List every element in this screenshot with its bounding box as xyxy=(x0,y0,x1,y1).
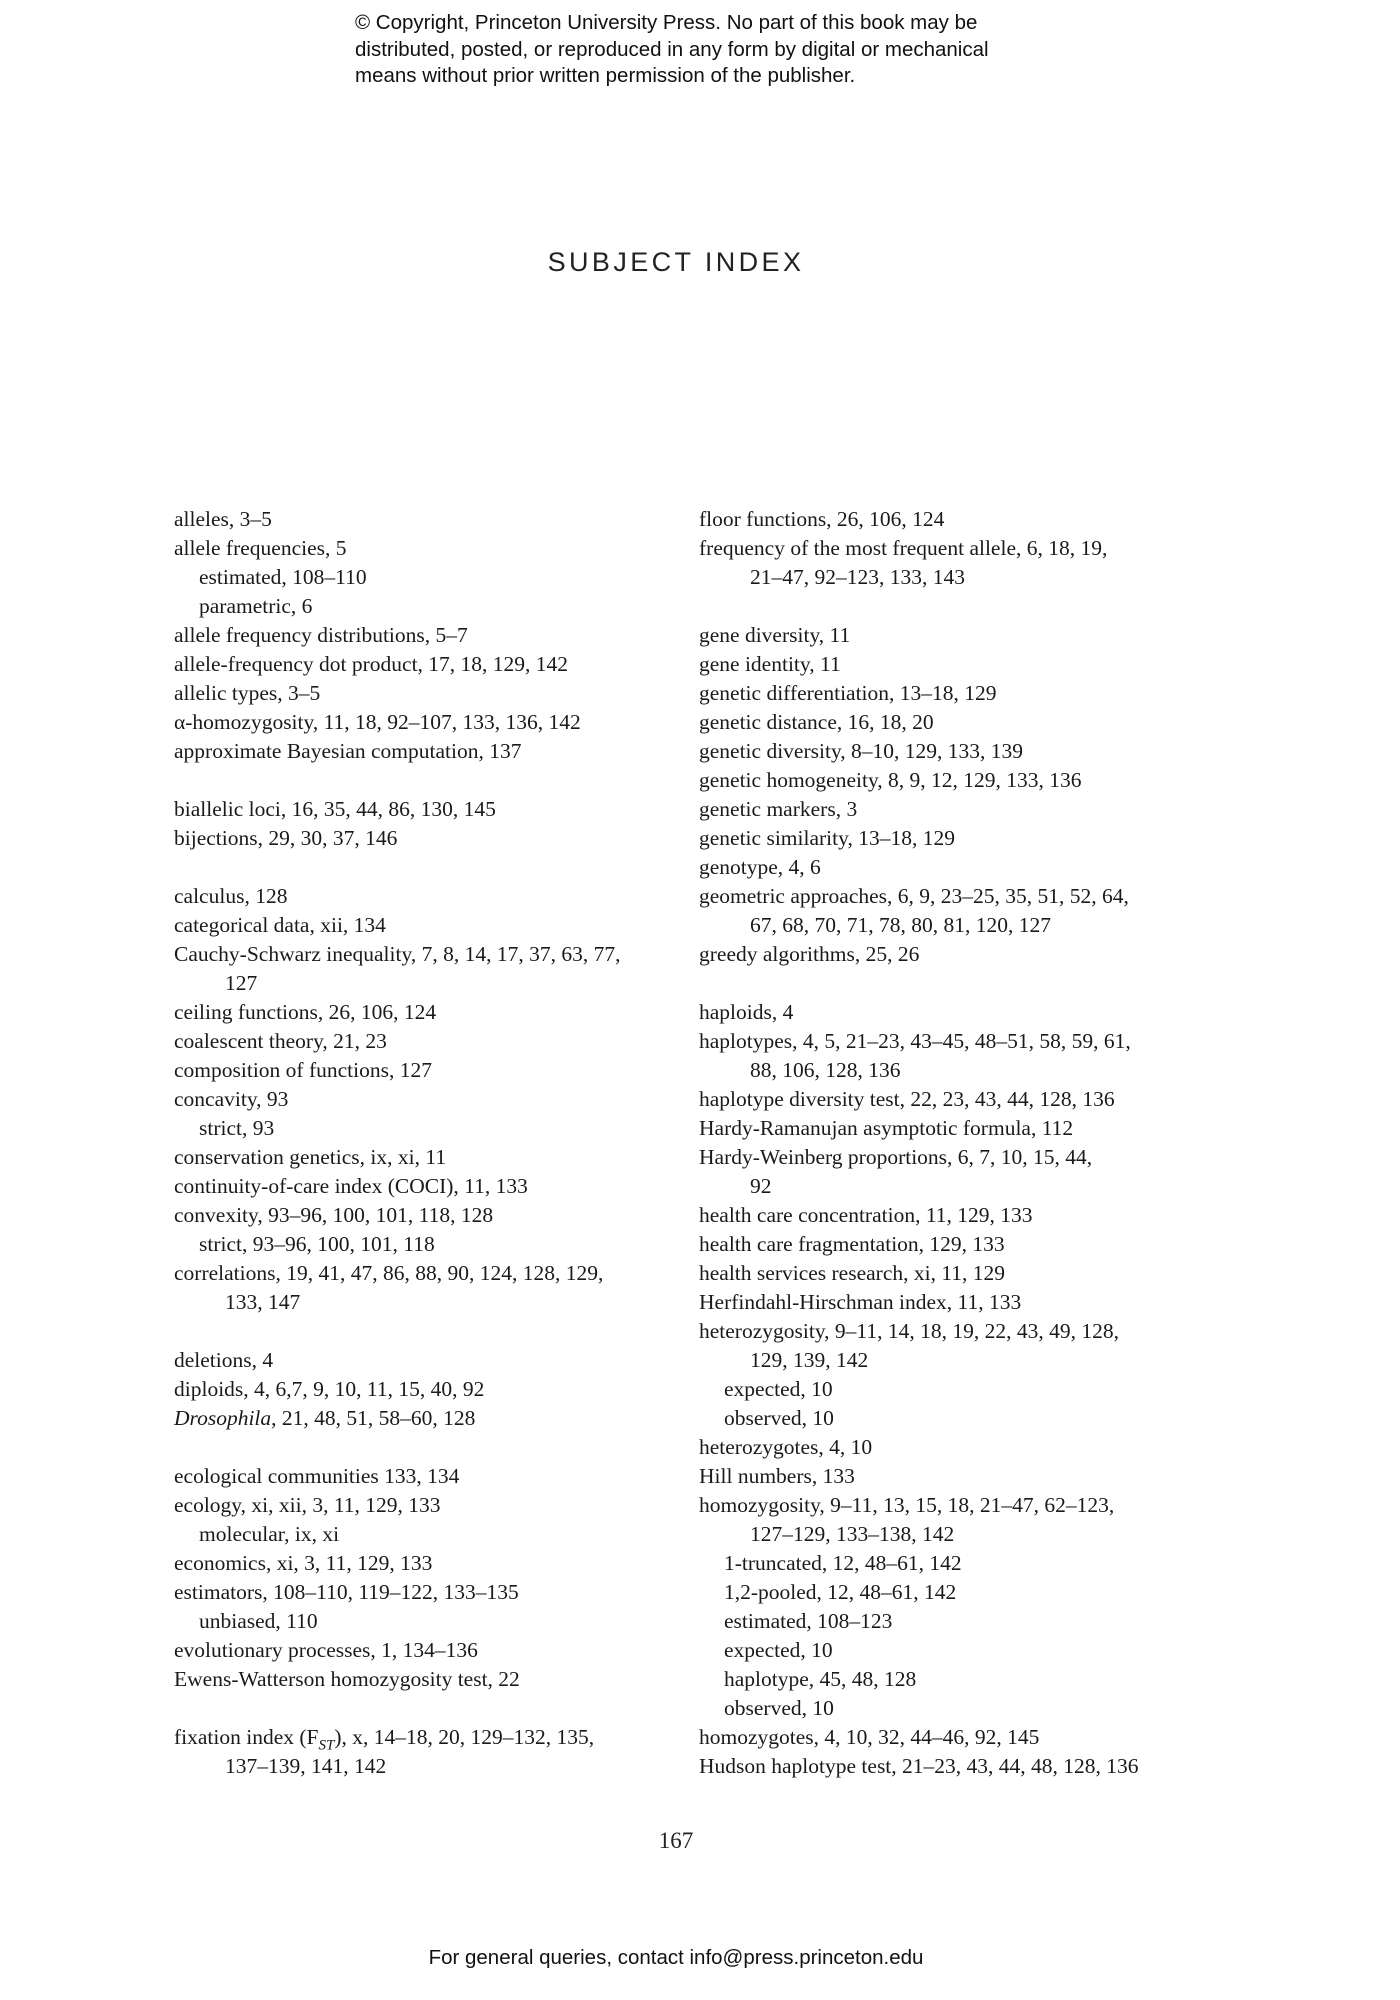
index-entry: Cauchy-Schwarz inequality, 7, 8, 14, 17, 37, 63, 77, xyxy=(174,942,621,966)
copyright-notice xyxy=(355,10,1075,90)
index-entry: haplotype diversity test, 22, 23, 43, 44, 128, 136 xyxy=(699,1087,1115,1111)
index-entry-continuation: 127–129, 133–138, 142 xyxy=(750,1522,955,1546)
index-gap xyxy=(699,592,1219,621)
index-entry: allelic types, 3–5 xyxy=(174,681,321,705)
index-entry: haploids, 4 xyxy=(699,1000,794,1024)
index-entry: allele frequency distributions, 5–7 xyxy=(174,623,468,647)
index-entry: ecological communities 133, 134 xyxy=(174,1464,460,1488)
index-entry: economics, xi, 3, 11, 129, 133 xyxy=(174,1551,433,1575)
index-entry: gene diversity, 11 xyxy=(699,623,851,647)
index-entry-term: fixation index (F xyxy=(174,1725,319,1749)
index-entry: greedy algorithms, 25, 26 xyxy=(699,942,920,966)
index-entry: health care fragmentation, 129, 133 xyxy=(699,1232,1005,1256)
index-entry: genetic diversity, 8–10, 129, 133, 139 xyxy=(699,739,1024,763)
index-gap xyxy=(174,1317,664,1346)
index-subentry: strict, 93 xyxy=(199,1116,275,1140)
footer-contact: For general queries, contact info@press.princeton.edu xyxy=(428,1946,924,1969)
index-column-right xyxy=(699,505,1219,1781)
index-entry: ecology, xi, xii, 3, 11, 129, 133 xyxy=(174,1493,441,1517)
index-entry: concavity, 93 xyxy=(174,1087,289,1111)
index-subentry: expected, 10 xyxy=(724,1377,833,1401)
index-subentry: observed, 10 xyxy=(724,1696,834,1720)
index-entry: genetic homogeneity, 8, 9, 12, 129, 133, 136 xyxy=(699,768,1082,792)
index-entry: allele frequencies, 5 xyxy=(174,536,347,560)
index-gap xyxy=(174,1694,664,1723)
index-subentry: estimated, 108–110 xyxy=(199,565,367,589)
index-entry-continuation: 133, 147 xyxy=(225,1290,301,1314)
index-entry-term: Drosophila xyxy=(174,1406,272,1430)
index-entry-continuation: 21–47, 92–123, 133, 143 xyxy=(750,565,965,589)
index-entry: genetic differentiation, 13–18, 129 xyxy=(699,681,997,705)
index-entry: evolutionary processes, 1, 134–136 xyxy=(174,1638,478,1662)
index-entry: genetic similarity, 13–18, 129 xyxy=(699,826,955,850)
subscript: ST xyxy=(318,1737,335,1754)
index-subentry: 1-truncated, 12, 48–61, 142 xyxy=(724,1551,962,1575)
index-entry: geometric approaches, 6, 9, 23–25, 35, 51, 52, 64, xyxy=(699,884,1129,908)
index-entry: estimators, 108–110, 119–122, 133–135 xyxy=(174,1580,519,1604)
index-entry: conservation genetics, ix, xi, 11 xyxy=(174,1145,447,1169)
index-entry-continuation: 127 xyxy=(225,971,258,995)
index-entry: health services research, xi, 11, 129 xyxy=(699,1261,1006,1285)
index-entry: genetic distance, 16, 18, 20 xyxy=(699,710,934,734)
index-gap xyxy=(699,969,1219,998)
page-title: SUBJECT INDEX xyxy=(547,247,805,277)
index-entry: health care concentration, 11, 129, 133 xyxy=(699,1203,1033,1227)
index-entry: haplotypes, 4, 5, 21–23, 43–45, 48–51, 58, 59, 61, xyxy=(699,1029,1131,1053)
index-entry: Hudson haplotype test, 21–23, 43, 44, 48, 128, 136 xyxy=(699,1754,1139,1778)
index-gap xyxy=(174,1433,664,1462)
index-entry: categorical data, xii, 134 xyxy=(174,913,386,937)
index-entry-continuation: 67, 68, 70, 71, 78, 80, 81, 120, 127 xyxy=(750,913,1051,937)
index-subentry: haplotype, 45, 48, 128 xyxy=(724,1667,917,1691)
index-entry: allele-frequency dot product, 17, 18, 129, 142 xyxy=(174,652,569,676)
index-entry: genotype, 4, 6 xyxy=(699,855,821,879)
index-entry: heterozygosity, 9–11, 14, 18, 19, 22, 43, 49, 128, xyxy=(699,1319,1120,1343)
page-number: 167 xyxy=(658,1828,694,1853)
index-entry: Ewens-Watterson homozygosity test, 22 xyxy=(174,1667,520,1691)
index-entry: homozygotes, 4, 10, 32, 44–46, 92, 145 xyxy=(699,1725,1040,1749)
index-entry: genetic markers, 3 xyxy=(699,797,858,821)
index-entry: Hill numbers, 133 xyxy=(699,1464,855,1488)
index-entry-continuation: 129, 139, 142 xyxy=(750,1348,869,1372)
index-entry: α-homozygosity, 11, 18, 92–107, 133, 136, 142 xyxy=(174,710,581,734)
index-entry: convexity, 93–96, 100, 101, 118, 128 xyxy=(174,1203,494,1227)
index-entry: coalescent theory, 21, 23 xyxy=(174,1029,387,1053)
index-entry: continuity-of-care index (COCI), 11, 133 xyxy=(174,1174,528,1198)
index-entry: diploids, 4, 6,7, 9, 10, 11, 15, 40, 92 xyxy=(174,1377,485,1401)
index-entry: floor functions, 26, 106, 124 xyxy=(699,507,945,531)
index-entry-pages: , 21, 48, 51, 58–60, 128 xyxy=(271,1406,476,1430)
index-entry: heterozygotes, 4, 10 xyxy=(699,1435,873,1459)
index-column-left xyxy=(174,505,664,1781)
copyright-line: means without prior written permission of the publisher. xyxy=(355,64,856,87)
index-entry: approximate Bayesian computation, 137 xyxy=(174,739,522,763)
index-subentry: strict, 93–96, 100, 101, 118 xyxy=(199,1232,435,1256)
index-entry-continuation: 88, 106, 128, 136 xyxy=(750,1058,901,1082)
index-entry-pages: ), x, 14–18, 20, 129–132, 135, xyxy=(334,1725,595,1749)
index-subentry: molecular, ix, xi xyxy=(199,1522,340,1546)
index-entry: deletions, 4 xyxy=(174,1348,274,1372)
index-entry: Herfindahl-Hirschman index, 11, 133 xyxy=(699,1290,1022,1314)
index-entry xyxy=(174,1404,664,1433)
index-entry-continuation: 137–139, 141, 142 xyxy=(225,1754,387,1778)
index-subentry: estimated, 108–123 xyxy=(724,1609,893,1633)
index-entry: frequency of the most frequent allele, 6, 18, 19, xyxy=(699,536,1108,560)
index-entry: bijections, 29, 30, 37, 146 xyxy=(174,826,398,850)
index-entry: Hardy-Weinberg proportions, 6, 7, 10, 15, 44, xyxy=(699,1145,1093,1169)
index-entry: biallelic loci, 16, 35, 44, 86, 130, 145 xyxy=(174,797,496,821)
index-gap xyxy=(174,766,664,795)
copyright-line: distributed, posted, or reproduced in any form by digital or mechanical xyxy=(355,37,989,61)
index-entry: homozygosity, 9–11, 13, 15, 18, 21–47, 62–123, xyxy=(699,1493,1115,1517)
index-subentry: expected, 10 xyxy=(724,1638,833,1662)
index-subentry: 1,2-pooled, 12, 48–61, 142 xyxy=(724,1580,957,1604)
index-entry: alleles, 3–5 xyxy=(174,507,272,531)
index-entry: correlations, 19, 41, 47, 86, 88, 90, 124, 128, 129, xyxy=(174,1261,604,1285)
index-subentry: parametric, 6 xyxy=(199,594,313,618)
index-entry-continuation: 92 xyxy=(750,1174,772,1198)
index-entry: composition of functions, 127 xyxy=(174,1058,432,1082)
index-gap xyxy=(174,853,664,882)
index-entry: gene identity, 11 xyxy=(699,652,841,676)
index-subentry: unbiased, 110 xyxy=(199,1609,318,1633)
index-entry: calculus, 128 xyxy=(174,884,288,908)
index-entry: Hardy-Ramanujan asymptotic formula, 112 xyxy=(699,1116,1074,1140)
index-subentry: observed, 10 xyxy=(724,1406,834,1430)
copyright-line: © Copyright, Princeton University Press. No part of this book may be xyxy=(355,11,978,34)
index-entry xyxy=(174,1723,664,1752)
index-entry: ceiling functions, 26, 106, 124 xyxy=(174,1000,437,1024)
